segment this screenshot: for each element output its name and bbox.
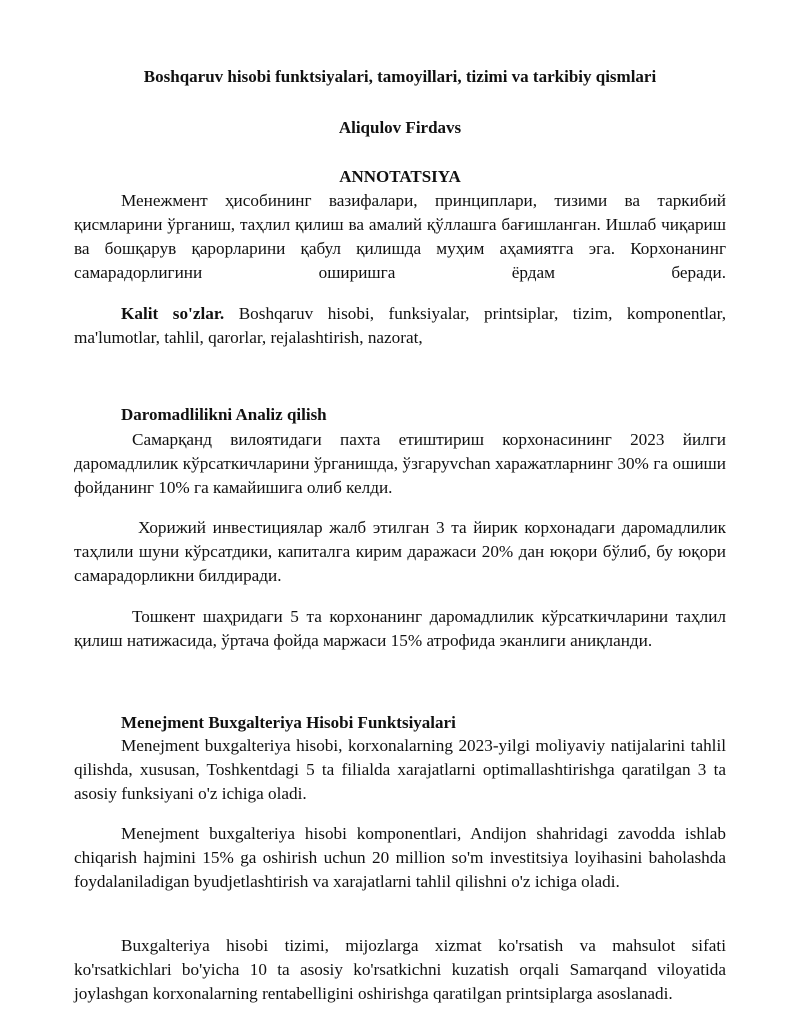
section2-paragraph-1: Menejment buxgalteriya hisobi, korxonalarning 2023-yilgi moliyaviy natijalarini tahlil qilishda, xususan, Toshkentdagi 5 ta filialda xarajatlarni optimallashtirishga qaratilgan 3 ta asosiy funksiyani o'z ichiga oladi. [74,736,726,803]
keywords-label: Kalit so'zlar. [121,304,225,323]
section2-paragraph-2: Menejment buxgalteriya hisobi komponentlari, Andijon shahridagi zavodda ishlab chiqarish hajmini 15% ga oshirish uchun 20 million so'm investitsiya loyihasini baholashda foydalaniladigan byudjetlashtirish va xarajatlarni tahlil qilishni o'z ichiga oladi. [74,824,726,891]
section1-paragraph-3: Тошкент шаҳридаги 5 та корхонанинг даромадлилик кўрсаткичларини таҳлил қилиш натижасида, ўртача фойда маржаси 15% атрофида эканлиги аниқланди. [74,607,726,650]
section2-paragraph-3: Buxgalteriya hisobi tizimi, mijozlarga xizmat ko'rsatish va mahsulot sifati ko'rsatkichlari bo'yicha 10 ta asosiy ko'rsatkichni kuzatish orqali Samarqand viloyatida joylashgan korxonalarning rentabelligini oshirishga qaratilgan printsiplarga asoslanadi. [74,936,726,1003]
author-name: Aliqulov Firdavs [338,118,462,137]
section-heading-management-accounting: Menejment Buxgalteriya Hisobi Funktsiyalari [121,713,456,732]
document-title: Boshqaruv hisobi funktsiyalari, tamoyillari, tizimi va tarkibiy qismlari [143,67,657,86]
abstract-heading: ANNOTATSIYA [339,167,461,186]
abstract-text: Менежмент ҳисобининг вазифалари, принциплари, тизими ва таркибий қисмларини ўрганиш, таҳлил қилиш ва амалий қўллашга бағишланган. Ишлаб чиқариш ва бошқарув қарорларини қабул қилишда муҳим аҳамиятга эга. Корхонанинг самарадорлигини оширишга ёрдам беради. [74,191,726,282]
section-heading-profitability: Daromadlilikni Analiz qilish [121,405,327,424]
section1-paragraph-1: Самарқанд вилоятидаги пахта етиштириш корхонасининг 2023 йилги даромадлилик кўрсаткичларини ўрганишда, ўзгаруvchan харажатларнинг 30% га ошиши фойданинг 10% га камайишига олиб келди. [74,430,726,497]
abstract-paragraph [74,189,726,285]
section1-paragraph-2: Хорижий инвестициялар жалб этилган 3 та йирик корхонадаги даромадлилик таҳлили шуни кўрсатдики, капиталга кирим даражаси 20% дан юқори бўлиб, бу юқори самарадорликни билдиради. [74,518,726,585]
keywords-paragraph [74,302,726,350]
keywords-text: Boshqaruv hisobi, funksiyalar, printsiplar, tizim, komponentlar, ma'lumotlar, tahlil, qarorlar, rejalashtirish, nazorat, [74,304,727,347]
